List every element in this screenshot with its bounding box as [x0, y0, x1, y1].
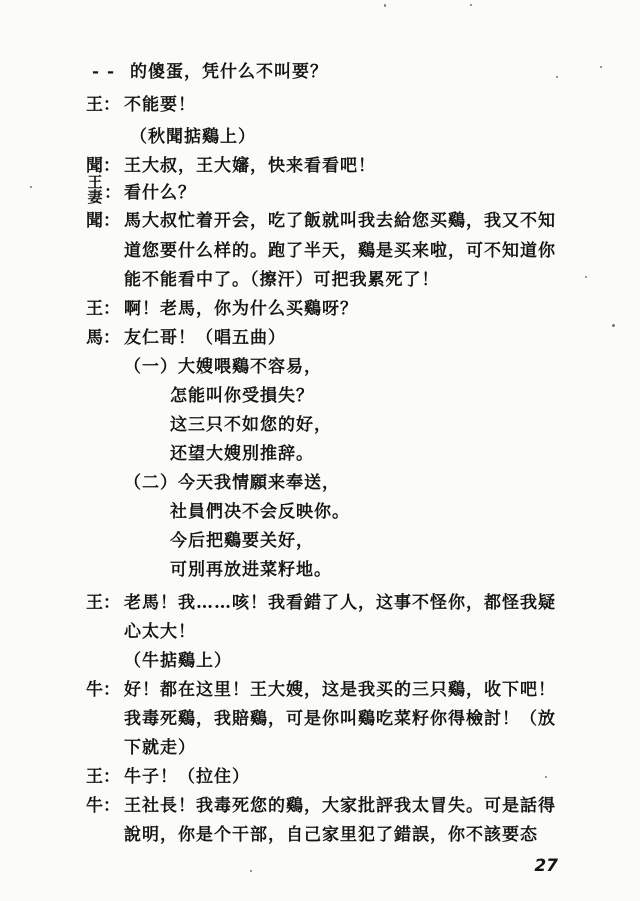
dialogue-line: 王大叔，王大嬸，快来看看吧！ — [124, 156, 376, 176]
dialogue-line: 牛子！（拉住） — [124, 767, 250, 787]
song-line: （二）今天我情願来奉送， — [124, 473, 340, 493]
dialogue-line: 我毒死鷄，我賠鷄，可是你叫鷄吃菜籽你得檢討！（放 — [124, 709, 556, 729]
dialogue-line: 啊！老馬，你为什么买鷄呀？ — [124, 299, 358, 319]
dialogue-line: 能不能看中了。（擦汗）可把我累死了！ — [124, 270, 440, 290]
dialogue-line: 友仁哥！（唱五曲） — [124, 328, 286, 348]
speaker-label: 王： — [86, 767, 120, 787]
stage-direction: （牛掂鷄上） — [124, 651, 232, 671]
dialogue-line: 下就走） — [124, 738, 196, 758]
dialogue-line: 的傻蛋，凭什么不叫要？ — [130, 62, 328, 82]
scan-speck — [545, 776, 547, 778]
scan-speck — [470, 4, 472, 6]
stage-direction: （秋聞掂鷄上） — [130, 127, 256, 147]
speaker-label: 馬： — [86, 328, 120, 348]
song-line: （一）大嫂喂鷄不容易， — [124, 357, 322, 377]
song-line: 这三只不如您的好， — [170, 415, 332, 435]
speaker-colon: ： — [104, 183, 121, 203]
dialogue-line: 道您要什么样的。跑了半天，鷄是买来啦，可不知道你 — [124, 241, 556, 261]
speaker-label: 牛： — [86, 680, 120, 700]
page-number: 27 — [534, 856, 558, 876]
dialogue-line: 馬大叔忙着开会，吃了飯就叫我去給您买鷄，我又不知 — [124, 211, 556, 231]
dialogue-line: 王社長！我毒死您的鷄，大家批評我太冒失。可是話得 — [124, 796, 556, 816]
scan-speck — [250, 870, 252, 872]
scan-speck — [30, 186, 32, 188]
speaker-label: 聞： — [86, 211, 120, 231]
dialogue-line: 心太大！ — [124, 622, 196, 642]
dialogue-line: 不能要！ — [124, 95, 196, 115]
scan-speck — [600, 66, 602, 68]
song-line: 社員們决不会反映你。 — [170, 502, 350, 522]
speaker-char: 妻 — [87, 188, 103, 206]
song-line: 今后把鷄要关好， — [170, 531, 314, 551]
song-line: 还望大嫂別推辞。 — [170, 444, 314, 464]
speaker-label: 聞： — [86, 156, 120, 176]
speaker-label: 王： — [86, 593, 120, 613]
speaker-char: 王 — [87, 173, 103, 191]
speaker-label-stacked — [86, 175, 104, 205]
dialogue-line: 好！都在这里！王大嫂，这是我买的三只鷄，收下吧！ — [124, 680, 556, 700]
scan-speck — [556, 76, 558, 78]
song-line: 怎能叫你受損失？ — [170, 386, 314, 406]
scan-speck — [612, 324, 615, 327]
dash-mark: - - — [92, 62, 116, 82]
dialogue-line: 說明，你是个干部，自己家里犯了錯誤，你不該要态 — [124, 825, 538, 845]
scan-speck — [384, 4, 386, 7]
dialogue-line: 看什么？ — [124, 183, 196, 203]
speaker-label: 王： — [86, 299, 120, 319]
scan-speck — [585, 276, 587, 278]
speaker-label: 牛： — [86, 796, 120, 816]
song-line: 可別再放进菜籽地。 — [170, 560, 332, 580]
dialogue-line: 老馬！我……咳！我看錯了人，这事不怪你，都怪我疑 — [124, 593, 556, 613]
speaker-label: 王： — [86, 95, 120, 115]
